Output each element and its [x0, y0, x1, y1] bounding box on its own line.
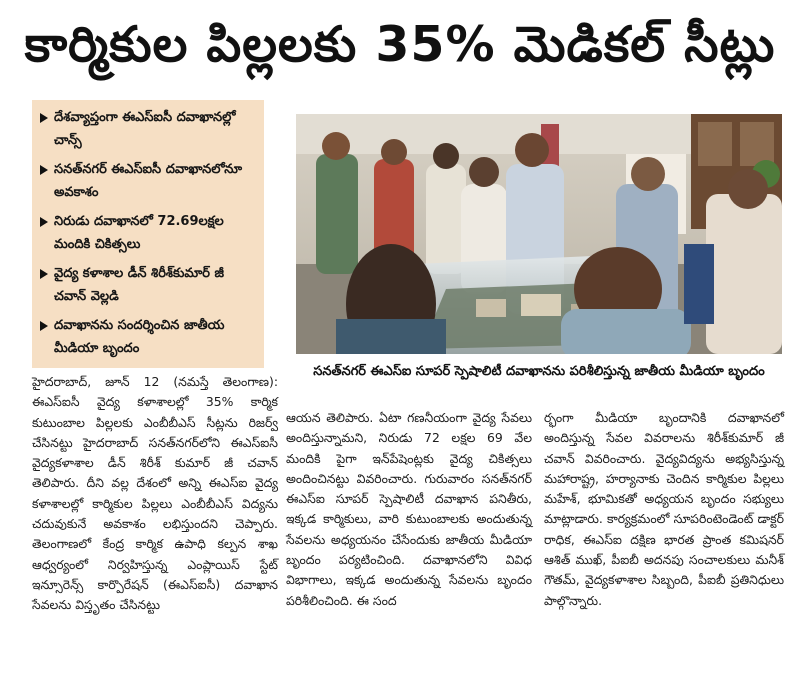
- news-photo: [296, 114, 782, 354]
- highlight-text: సనత్‌నగర్ ఈఎస్ఐసీ దవాఖానలోనూ అవకాశం: [54, 162, 243, 200]
- triangle-bullet-icon: [40, 113, 48, 123]
- highlights-box: [32, 100, 264, 368]
- highlight-item: [38, 210, 256, 256]
- highlight-item: [38, 158, 256, 204]
- triangle-bullet-icon: [40, 269, 48, 279]
- article-column-3: [544, 408, 784, 611]
- highlight-item: [38, 106, 256, 152]
- highlight-text: నిరుడు దవాఖానలో 72.69లక్షల మందికి చికిత్సలు: [54, 214, 224, 252]
- article-text: ర్భంగా మీడియా బృందానికి దవాఖానలో అందిస్తున్న సేవల వివరాలను శిరీశ్‌కుమార్ జీ చవాన్ వివరించారు. వైద్యవిద్యను అభ్యసిస్తున్న మహారాష్ట్ర, హర్యానాకు చెందిన కార్మికుల పిల్లలు మహేశ్, భూమికతో అధ్యయన బృందం సభ్యులు మాట్లాడారు. కార్యక్రమంలో సూపరింటెండెంట్ డాక్టర్ రాధిక, ఈఎస్ఐ దక్షిణ భారత ప్రాంత కమిషనర్ ఆశిత్ ముఖ్, పీఐబీ అదనపు సంచాలకులు మనీశ్ గౌతమ్, వైద్యకళాశాల సిబ్బంది, పీఐబీ ప్రతినిధులు పాల్గొన్నారు.: [544, 410, 784, 608]
- article-column-2: [286, 408, 532, 611]
- highlight-text: దేశవ్యాప్తంగా ఈఎస్ఐసీ దవాఖానల్లో చాన్స్: [54, 110, 236, 148]
- triangle-bullet-icon: [40, 321, 48, 331]
- highlight-text: వైద్య కళాశాల డీన్ శిరీశ్‌కుమార్ జీ చవాన్ వెల్లడి: [54, 266, 225, 304]
- photo-illustration: [296, 114, 782, 354]
- highlight-item: [38, 262, 256, 308]
- headline: కార్మికుల పిల్లలకు 35% మెడికల్ సీట్లు: [24, 15, 776, 73]
- article-text: హైదరాబాద్, జూన్ 12 (నమస్తే తెలంగాణ): ఈఎస్ఐసీ వైద్య కళాశాలల్లో 35% కార్మిక కుటుంబాల పిల్లలకు ఎంబీబీఎస్ సీట్లను రిజర్వ్ చేసినట్టు హైదరాబాద్ సనత్‌నగర్‌లోని ఈఎస్ఐసీ వైద్యకళాశాల డీన్ శిరీశ్ కుమార్ జీ చవాన్ తెలిపారు. దీని వల్ల దేశంలో అన్ని ఈఎస్ఐ వైద్య కళాశాలల్లో కార్మికుల పిల్లలు ఎంబీబీఎస్ విద్యను చదువుకునే అవకాశం లభిస్తుందని చెప్పారు. తెలంగాణలో కేంద్ర కార్మిక ఉపాధి కల్పన శాఖ ఆధ్వర్యంలో నిర్వహిస్తున్న ఎంప్లాయిస్ స్టేట్ ఇన్సూరెన్స్ కార్పొరేషన్ (ఈఎస్ఐసీ) దవాఖాన సేవలను విస్తృతం చేసినట్టు: [32, 374, 278, 613]
- article-column-1: [32, 372, 278, 616]
- article-text: ఆయన తెలిపారు. ఏటా గణనీయంగా వైద్య సేవలు అందిస్తున్నామని, నిరుడు 72 లక్షల 69 వేల మందికి పైగా ఇన్‌పేషెంట్లకు వైద్య చికిత్సలు అందించినట్టు వివరించారు. గురువారం సనత్‌నగర్ ఈఎస్ఐ సూపర్ స్పెషాలిటీ దవాఖాన పనితీరు, ఇక్కడ కార్మికులు, వారి కుటుంబాలకు అందుతున్న సేవలను అధ్యయనం చేసేందుకు జాతీయ మీడియా బృందం పర్యటించింది. దవాఖానలోని వివిధ విభాగాలు, ఇక్కడ అందుతున్న సేవలను బృందం పరిశీలించింది. ఈ సంద: [286, 410, 532, 608]
- highlight-item: [38, 314, 256, 360]
- triangle-bullet-icon: [40, 165, 48, 175]
- highlight-text: దవాఖానను సందర్శించిన జాతీయ మీడియా బృందం: [54, 318, 225, 356]
- photo-caption: సనత్‌నగర్ ఈఎస్ఐ సూపర్ స్పెషాలిటీ దవాఖానను పరిశీలిస్తున్న జాతీయ మీడియా బృందం: [313, 364, 765, 379]
- triangle-bullet-icon: [40, 217, 48, 227]
